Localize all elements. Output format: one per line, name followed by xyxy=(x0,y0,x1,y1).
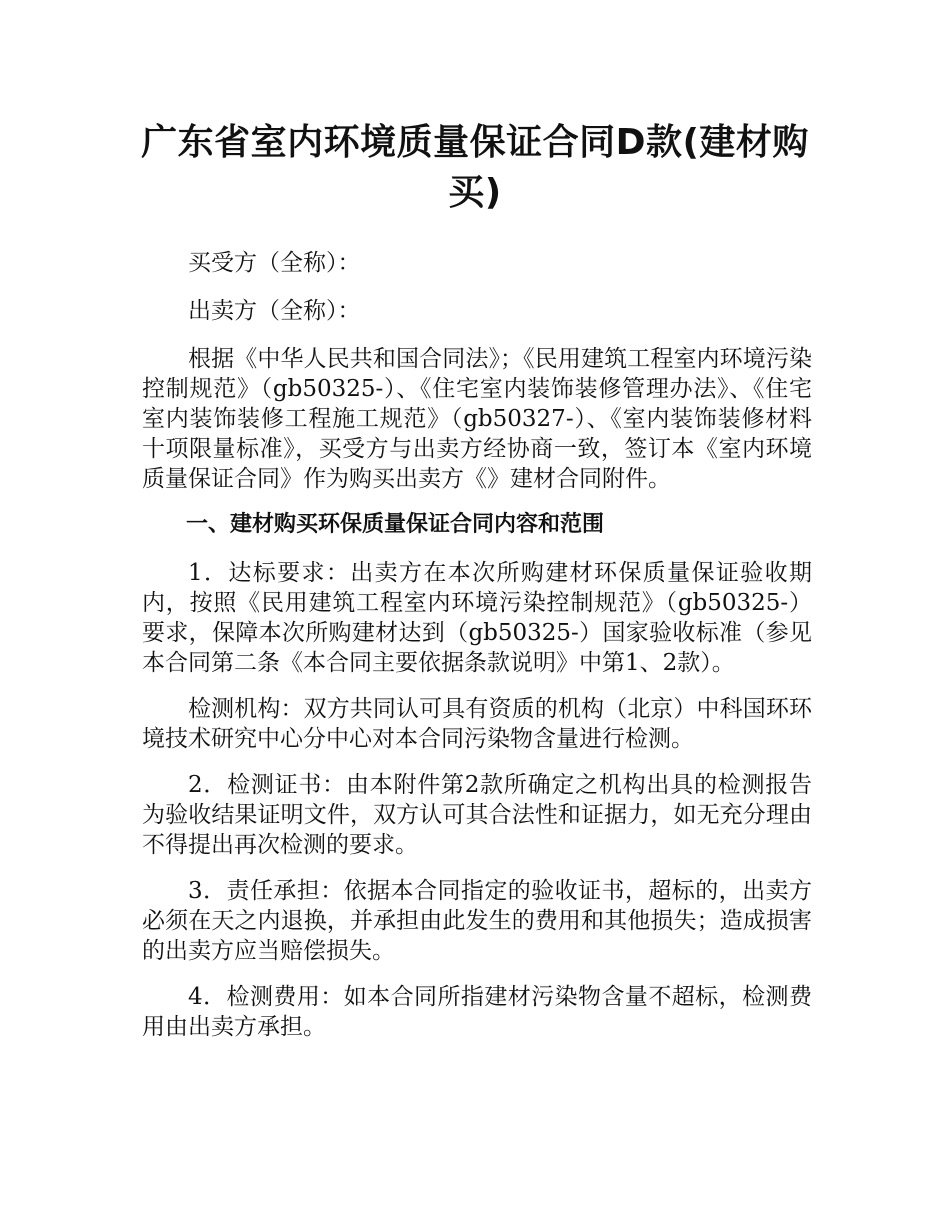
document-body xyxy=(142,248,812,1058)
document-title: 广东省室内环境质量保证合同D款(建材购买) xyxy=(141,122,809,213)
buyer-line: 买受方（全称）： xyxy=(188,250,361,276)
preamble-paragraph: 根据《中华人民共和国合同法》；《民用建筑工程室内环境污染控制规范》（gb50325-）、《住宅室内装饰装修管理办法》、《住宅室内装饰装修工程施工规范》（gb50327-）、《室内装饰装修材料十项限量标准》，买受方与出卖方经协商一致，签订本《室内环境质量保证合同》作为购买出卖方《》建材合同附件。 xyxy=(142,346,812,492)
clause-test-certificate: 2．检测证书：由本附件第2款所确定之机构出具的检测报告为验收结果证明文件，双方认可其合法性和证据力，如无充分理由不得提出再次检测的要求。 xyxy=(142,772,812,858)
clause-standard-requirement: 1．达标要求：出卖方在本次所购建材环保质量保证验收期内，按照《民用建筑工程室内环境污染控制规范》（gb50325-）要求，保障本次所购建材达到（gb50325-）国家验收标准（参见本合同第二条《本合同主要依据条款说明》中第1、2款）。 xyxy=(142,560,812,676)
seller-line: 出卖方（全称）： xyxy=(188,298,361,324)
section-heading-1: 一、建材购买环保质量保证合同内容和范围 xyxy=(186,512,605,537)
clause-testing-agency: 检测机构：双方共同认可具有资质的机构（北京）中科国环环境技术研究中心分中心对本合同污染物含量进行检测。 xyxy=(142,696,812,752)
clause-testing-fee: 4．检测费用：如本合同所指建材污染物含量不超标，检测费用由出卖方承担。 xyxy=(142,984,812,1040)
clause-liability: 3．责任承担：依据本合同指定的验收证书，超标的，出卖方必须在天之内退换，并承担由此发生的费用和其他损失；造成损害的出卖方应当赔偿损失。 xyxy=(142,878,812,964)
